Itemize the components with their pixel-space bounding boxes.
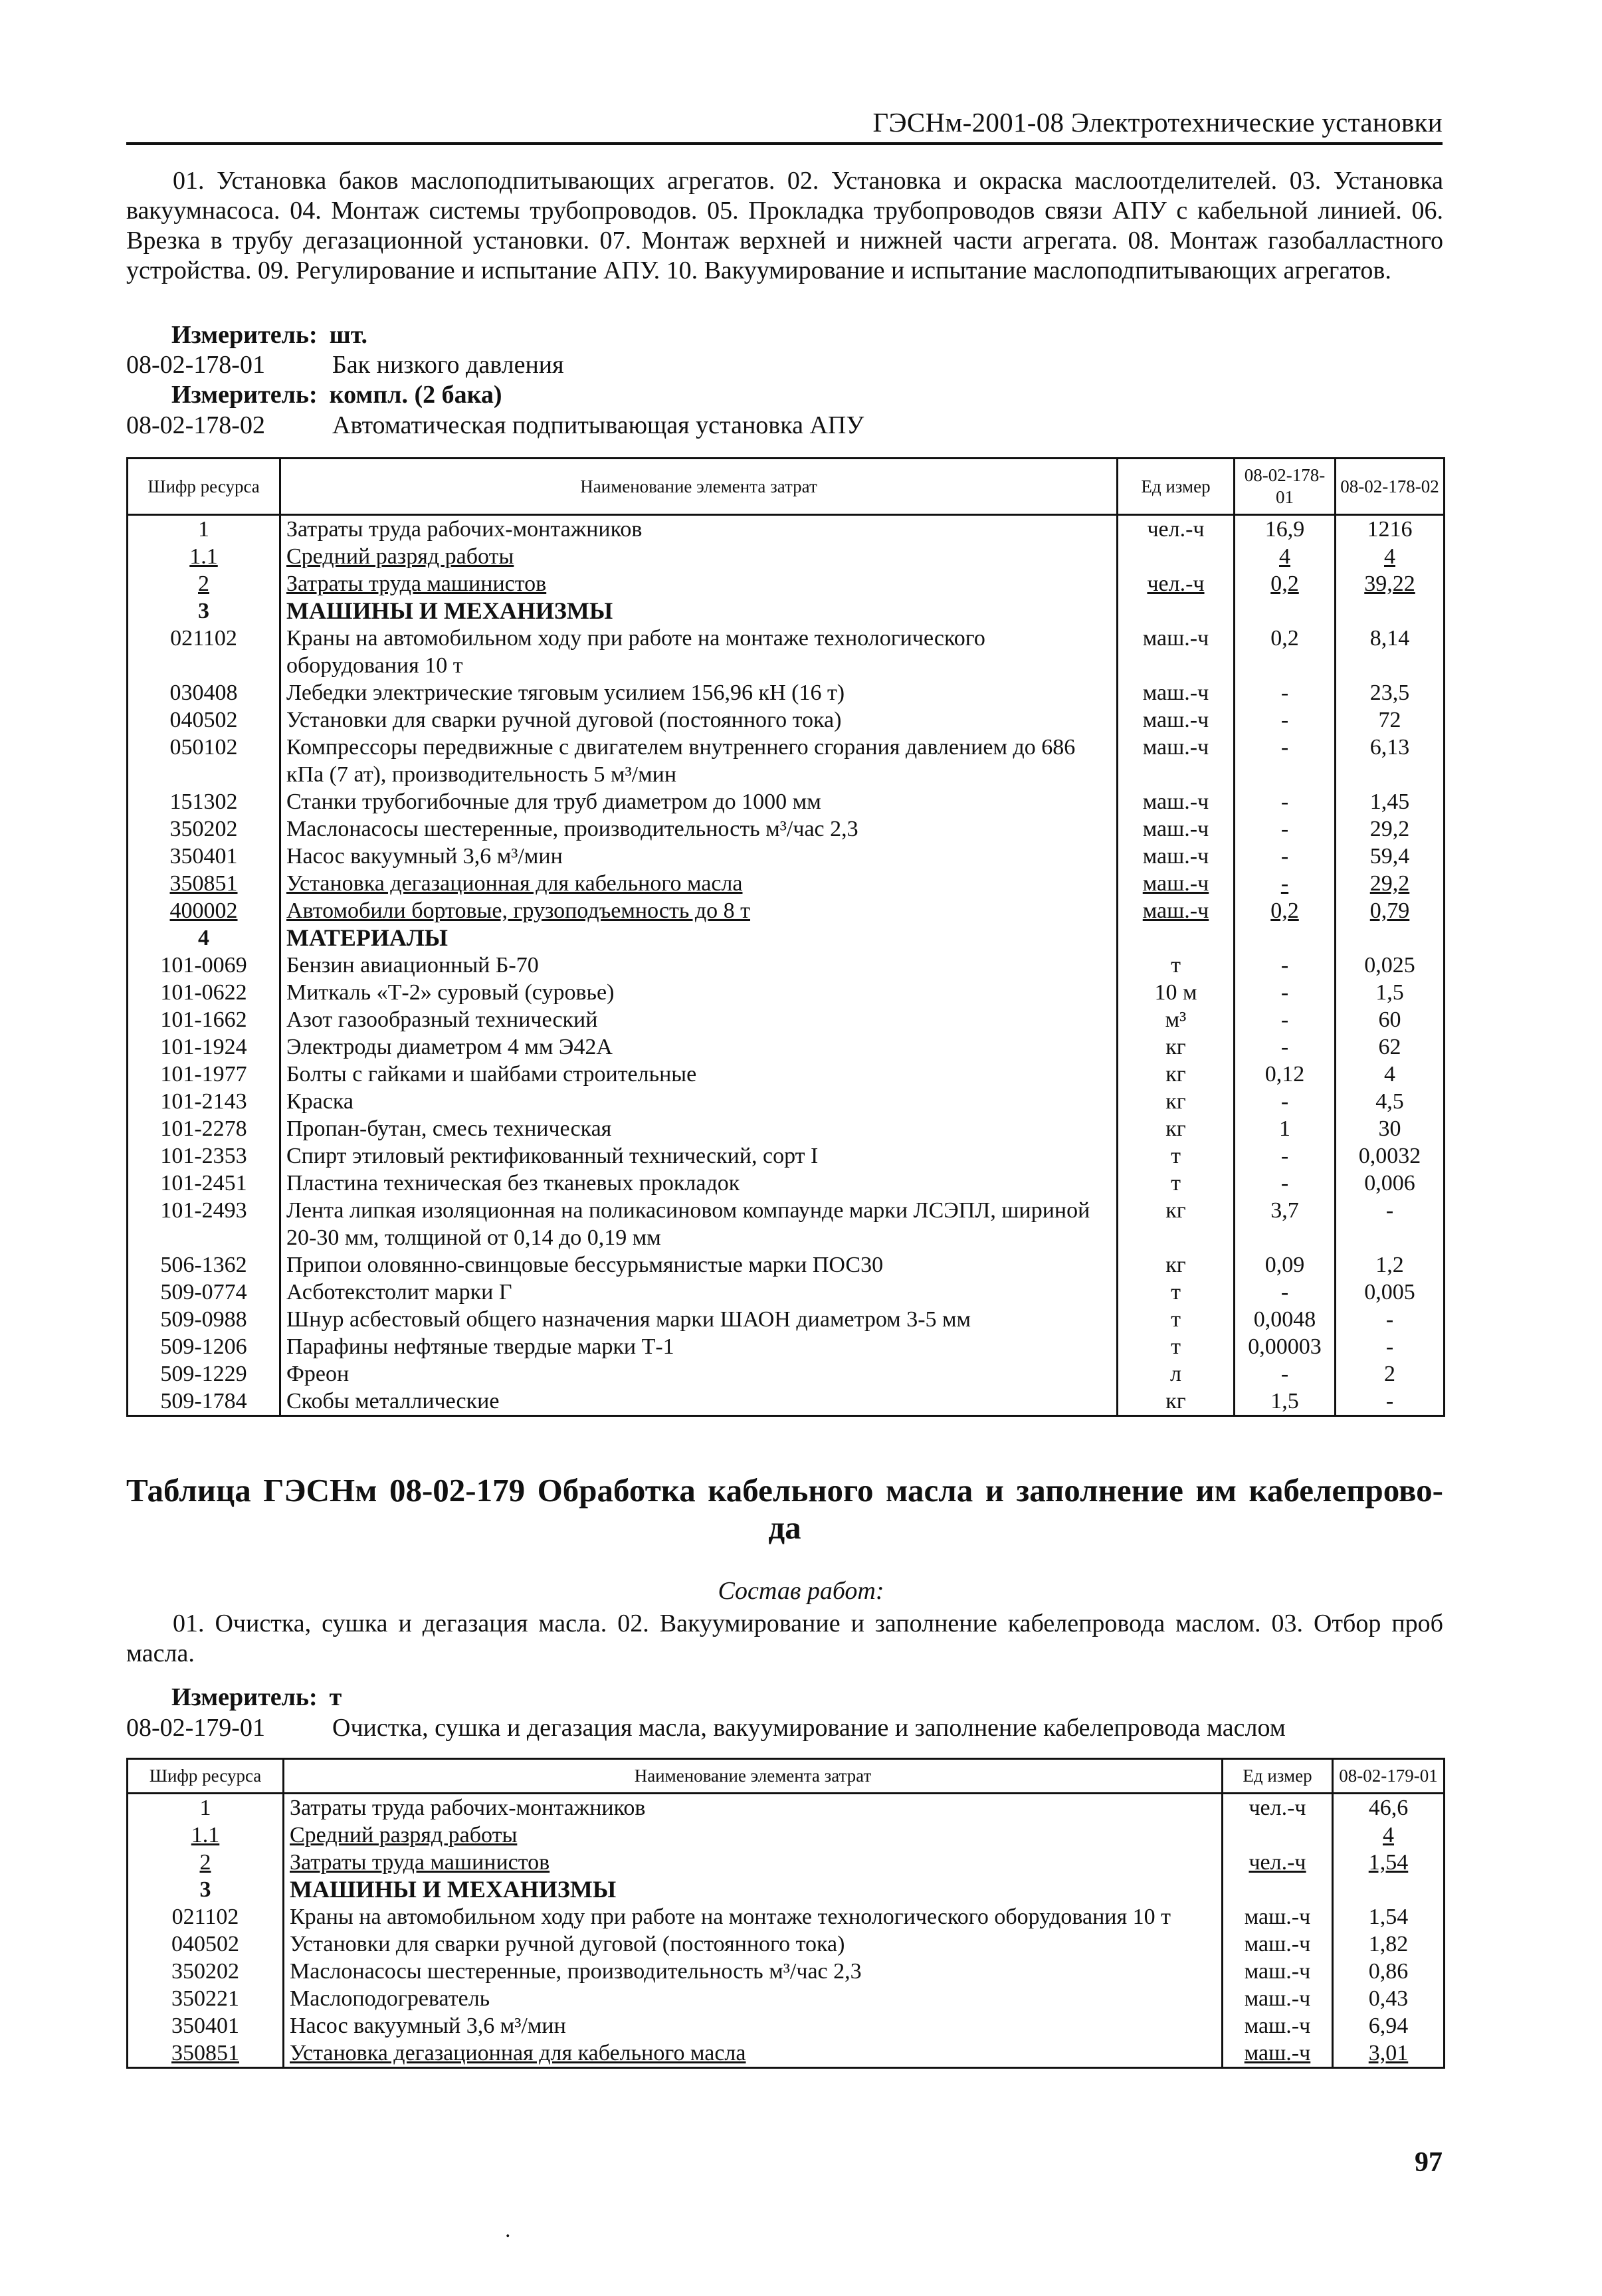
norm-code: 08-02-178-01 <box>126 351 265 379</box>
composition-label: Состав работ: <box>718 1577 884 1605</box>
resource-code: 2 <box>128 570 280 597</box>
resource-unit: 10 м <box>1118 979 1235 1006</box>
resource-code: 350851 <box>128 870 280 897</box>
table-row <box>128 1033 1445 1061</box>
measure-label: Измеритель: <box>171 381 318 409</box>
table-row <box>128 515 1445 544</box>
resource-name: Средний разряд работы <box>280 543 1118 570</box>
resource-code: 350851 <box>128 2039 284 2068</box>
resource-value-1: 6,94 <box>1333 2012 1445 2039</box>
measure-unit: шт. <box>329 321 368 349</box>
resource-unit: маш.-ч <box>1223 1903 1333 1931</box>
resource-name: Краны на автомобильном ходу при работе на монтаже технологического оборудования 10 т <box>284 1903 1223 1931</box>
resource-name: Скобы металлические <box>280 1388 1118 1416</box>
table-row <box>128 570 1445 597</box>
resource-value-2: 0,0032 <box>1336 1142 1445 1170</box>
resource-value-1: 0,2 <box>1235 625 1336 679</box>
resource-code: 021102 <box>128 1903 284 1931</box>
resource-value-1: 1,54 <box>1333 1849 1445 1876</box>
running-header: ГЭСНм-2001-08 Электротехнические установки <box>872 107 1443 138</box>
resource-value-1: - <box>1235 1142 1336 1170</box>
resource-code: 1 <box>128 1794 284 1822</box>
resource-unit: маш.-ч <box>1118 706 1235 734</box>
measure-unit: т <box>329 1683 342 1711</box>
resource-name: Маслонасосы шестеренные, производительность м³/час 2,3 <box>284 1958 1223 1985</box>
norm-code: 08-02-178-02 <box>126 411 265 439</box>
resource-value-2: 2 <box>1336 1360 1445 1388</box>
stray-mark: . <box>505 2218 511 2242</box>
table-row <box>128 1903 1445 1931</box>
table-row <box>128 843 1445 870</box>
table-row <box>128 734 1445 788</box>
resource-unit: чел.-ч <box>1223 1849 1333 1876</box>
resource-value-1: - <box>1235 1033 1336 1061</box>
resource-value-2: 29,2 <box>1336 815 1445 843</box>
header-name: Наименование элемента затрат <box>280 459 1118 515</box>
resource-name: МАТЕРИАЛЫ <box>280 924 1118 952</box>
resource-name: МАШИНЫ И МЕХАНИЗМЫ <box>284 1876 1223 1903</box>
resource-unit: маш.-ч <box>1118 788 1235 815</box>
resource-code: 040502 <box>128 706 280 734</box>
resource-code: 400002 <box>128 897 280 924</box>
resource-value-1: - <box>1235 706 1336 734</box>
measure-line-1 <box>171 320 367 350</box>
resource-value-1: - <box>1235 788 1336 815</box>
resource-value-2: 0,006 <box>1336 1170 1445 1197</box>
table-row <box>128 1360 1445 1388</box>
header-unit: Ед измер <box>1118 459 1235 515</box>
resource-name: Затраты труда рабочих-монтажников <box>280 515 1118 544</box>
resource-value-1: - <box>1235 952 1336 979</box>
resource-value-2: 0,79 <box>1336 897 1445 924</box>
resource-code: 350401 <box>128 843 280 870</box>
resource-unit: маш.-ч <box>1118 734 1235 788</box>
resource-code: 350202 <box>128 1958 284 1985</box>
resource-value-1: 4 <box>1235 543 1336 570</box>
resource-name: Средний разряд работы <box>284 1822 1223 1849</box>
resource-code: 4 <box>128 924 280 952</box>
resource-unit <box>1118 597 1235 625</box>
resource-unit: маш.-ч <box>1223 2012 1333 2039</box>
code-line-2 <box>126 411 864 440</box>
resource-value-2: 59,4 <box>1336 843 1445 870</box>
resource-name: Пластина техническая без тканевых прокладок <box>280 1170 1118 1197</box>
header-name: Наименование элемента затрат <box>284 1759 1223 1794</box>
resource-unit: т <box>1118 1142 1235 1170</box>
resource-value-2: - <box>1336 1333 1445 1360</box>
resource-name: Фреон <box>280 1360 1118 1388</box>
resource-value-2: 0,005 <box>1336 1279 1445 1306</box>
resource-name: Станки трубогибочные для труб диаметром до 1000 мм <box>280 788 1118 815</box>
resource-name: Установка дегазационная для кабельного масла <box>284 2039 1223 2068</box>
resource-value-2: 4 <box>1336 1061 1445 1088</box>
resource-name: Компрессоры передвижные с двигателем внутреннего сгорания давлением до 686 кПа (7 ат), производительность 5 м³/мин <box>280 734 1118 788</box>
table-row <box>128 979 1445 1006</box>
resource-value-2: 23,5 <box>1336 679 1445 706</box>
resource-unit: кг <box>1118 1388 1235 1416</box>
header-unit: Ед измер <box>1223 1759 1333 1794</box>
table-row <box>128 597 1445 625</box>
resource-value-1: 3,7 <box>1235 1197 1336 1251</box>
resource-value-1: 1,54 <box>1333 1903 1445 1931</box>
resource-name: Установки для сварки ручной дуговой (постоянного тока) <box>284 1931 1223 1958</box>
resource-value-1: 0,09 <box>1235 1251 1336 1279</box>
table-row <box>128 1306 1445 1333</box>
table-row <box>128 2012 1445 2039</box>
resource-value-1: 0,12 <box>1235 1061 1336 1088</box>
resource-value-1: - <box>1235 979 1336 1006</box>
table-row <box>128 625 1445 679</box>
resource-value-2: 1,2 <box>1336 1251 1445 1279</box>
resource-unit: маш.-ч <box>1118 815 1235 843</box>
resource-name: Пропан-бутан, смесь техническая <box>280 1115 1118 1142</box>
resource-name: Припои оловянно-свинцовые бессурьмянистые марки ПОС30 <box>280 1251 1118 1279</box>
resource-unit: кг <box>1118 1061 1235 1088</box>
resource-value-2: 1,5 <box>1336 979 1445 1006</box>
resource-name: Лебедки электрические тяговым усилием 156,96 кН (16 т) <box>280 679 1118 706</box>
table-row <box>128 1958 1445 1985</box>
resource-value-1: 0,0048 <box>1235 1306 1336 1333</box>
resource-value-1: 0,2 <box>1235 897 1336 924</box>
resource-unit: маш.-ч <box>1118 897 1235 924</box>
resource-code: 101-2493 <box>128 1197 280 1251</box>
resource-value-1: 0,43 <box>1333 1985 1445 2012</box>
measure-label: Измеритель: <box>171 321 318 349</box>
table-row <box>128 1088 1445 1115</box>
resource-code: 509-0988 <box>128 1306 280 1333</box>
resource-unit: т <box>1118 1306 1235 1333</box>
table-row <box>128 1006 1445 1033</box>
code-line-3 <box>126 1713 1286 1742</box>
resource-code: 2 <box>128 1849 284 1876</box>
resource-unit: т <box>1118 1170 1235 1197</box>
table-row <box>128 1061 1445 1088</box>
resource-name: Бензин авиационный Б-70 <box>280 952 1118 979</box>
header-rule <box>126 142 1443 145</box>
resource-code: 050102 <box>128 734 280 788</box>
resource-value-2: 62 <box>1336 1033 1445 1061</box>
resource-code: 509-1206 <box>128 1333 280 1360</box>
resource-value-2: 1,45 <box>1336 788 1445 815</box>
resource-code: 101-1662 <box>128 1006 280 1033</box>
resource-name: Миткаль «Т-2» суровый (суровье) <box>280 979 1118 1006</box>
resource-code: 350202 <box>128 815 280 843</box>
table-row <box>128 1388 1445 1416</box>
resource-value-2: 39,22 <box>1336 570 1445 597</box>
resource-name: Спирт этиловый ректификованный технический, сорт I <box>280 1142 1118 1170</box>
resource-value-2 <box>1336 924 1445 952</box>
table-row <box>128 1822 1445 1849</box>
resource-unit: кг <box>1118 1033 1235 1061</box>
table-row <box>128 870 1445 897</box>
resource-value-2 <box>1336 597 1445 625</box>
table-row <box>128 1197 1445 1251</box>
resource-unit: т <box>1118 1279 1235 1306</box>
resource-code: 040502 <box>128 1931 284 1958</box>
resource-value-1: 0,86 <box>1333 1958 1445 1985</box>
resource-name: Асботекстолит марки Г <box>280 1279 1118 1306</box>
table-title-line2: да <box>768 1509 801 1546</box>
resource-unit: кг <box>1118 1251 1235 1279</box>
norm-name: Бак низкого давления <box>332 351 564 379</box>
header-col1: 08-02-179-01 <box>1333 1759 1445 1794</box>
resource-value-2: 72 <box>1336 706 1445 734</box>
resource-unit <box>1118 924 1235 952</box>
resource-unit: чел.-ч <box>1118 570 1235 597</box>
table-title-179 <box>126 1472 1443 1546</box>
resource-unit: маш.-ч <box>1223 1931 1333 1958</box>
resource-code: 101-1977 <box>128 1061 280 1088</box>
table-row <box>128 815 1445 843</box>
header-code: Шифр ресурса <box>128 1759 284 1794</box>
table-row <box>128 1170 1445 1197</box>
resource-name: Установки для сварки ручной дуговой (постоянного тока) <box>280 706 1118 734</box>
resource-name: Затраты труда машинистов <box>284 1849 1223 1876</box>
resource-code: 101-2451 <box>128 1170 280 1197</box>
resource-value-1: 3,01 <box>1333 2039 1445 2068</box>
resource-name: Краны на автомобильном ходу при работе на монтаже технологического оборудования 10 т <box>280 625 1118 679</box>
table-title-line1: Таблица ГЭСНм 08-02-179 Обработка кабельного масла и заполнение им кабелепрово- <box>126 1472 1443 1509</box>
table-row <box>128 1115 1445 1142</box>
resource-name: Автомобили бортовые, грузоподъемность до 8 т <box>280 897 1118 924</box>
resource-value-2: 6,13 <box>1336 734 1445 788</box>
resource-code: 1.1 <box>128 543 280 570</box>
resource-unit <box>1118 543 1235 570</box>
table-row <box>128 1849 1445 1876</box>
header-col1: 08-02-178-01 <box>1235 459 1336 515</box>
resource-unit: м³ <box>1118 1006 1235 1033</box>
resource-name: Азот газообразный технический <box>280 1006 1118 1033</box>
resource-code: 350221 <box>128 1985 284 2012</box>
table-row <box>128 924 1445 952</box>
resource-name: Шнур асбестовый общего назначения марки ШАОН диаметром 3-5 мм <box>280 1306 1118 1333</box>
table-row <box>128 1794 1445 1822</box>
norm-name: Автоматическая подпитывающая установка АПУ <box>332 411 864 439</box>
resource-name: Парафины нефтяные твердые марки Т-1 <box>280 1333 1118 1360</box>
table-row <box>128 1251 1445 1279</box>
resource-value-1: 4 <box>1333 1822 1445 1849</box>
resource-code: 030408 <box>128 679 280 706</box>
resource-code: 101-2143 <box>128 1088 280 1115</box>
resource-code: 506-1362 <box>128 1251 280 1279</box>
resource-value-1: - <box>1235 1279 1336 1306</box>
measure-label: Измеритель: <box>171 1683 318 1711</box>
resource-name: Установка дегазационная для кабельного масла <box>280 870 1118 897</box>
resource-value-1 <box>1235 924 1336 952</box>
table-row <box>128 2039 1445 2068</box>
resource-table-179 <box>126 1758 1445 2069</box>
resource-value-2: - <box>1336 1306 1445 1333</box>
resource-unit: маш.-ч <box>1223 1985 1333 2012</box>
resource-name: Маслонасосы шестеренные, производительность м³/час 2,3 <box>280 815 1118 843</box>
table-row <box>128 897 1445 924</box>
table-row <box>128 788 1445 815</box>
resource-value-1 <box>1333 1876 1445 1903</box>
resource-value-1: - <box>1235 734 1336 788</box>
resource-code: 350401 <box>128 2012 284 2039</box>
table-row <box>128 1876 1445 1903</box>
resource-name: Затраты труда машинистов <box>280 570 1118 597</box>
resource-unit: чел.-ч <box>1118 515 1235 544</box>
resource-value-1: 1,5 <box>1235 1388 1336 1416</box>
resource-value-1: - <box>1235 1360 1336 1388</box>
resource-name: Электроды диаметром 4 мм Э42А <box>280 1033 1118 1061</box>
measure-line-3 <box>171 1683 342 1712</box>
resource-unit: маш.-ч <box>1223 2039 1333 2068</box>
norm-name: Очистка, сушка и дегазация масла, вакуумирование и заполнение кабелепровода маслом <box>332 1714 1286 1742</box>
resource-name: Насос вакуумный 3,6 м³/мин <box>280 843 1118 870</box>
resource-code: 1.1 <box>128 1822 284 1849</box>
resource-code: 151302 <box>128 788 280 815</box>
resource-value-1: 1 <box>1235 1115 1336 1142</box>
work-list-178: 01. Установка баков маслоподпитывающих агрегатов. 02. Установка и окраска маслоотделителей. 03. Установка вакуумнасоса. 04. Монтаж системы трубопроводов. 05. Прокладка трубопроводов связи АПУ с кабельной линией. 06. Врезка в трубу дегазационной установки. 07. Монтаж верхней и нижней части агрегата. 08. Монтаж газобалластного устройства. 09. Регулирование и испытание АПУ. 10. Вакуумирование и испытание маслоподпитывающих агрегатов. <box>126 167 1443 284</box>
resource-unit: маш.-ч <box>1223 1958 1333 1985</box>
resource-value-2: 4,5 <box>1336 1088 1445 1115</box>
page-number: 97 <box>1415 2147 1443 2178</box>
resource-table-178 <box>126 457 1445 1417</box>
resource-code: 021102 <box>128 625 280 679</box>
resource-value-1: - <box>1235 843 1336 870</box>
table-row <box>128 1985 1445 2012</box>
header-code: Шифр ресурса <box>128 459 280 515</box>
resource-unit: маш.-ч <box>1118 625 1235 679</box>
resource-value-2: 1216 <box>1336 515 1445 544</box>
resource-unit <box>1223 1822 1333 1849</box>
resource-code: 509-1784 <box>128 1388 280 1416</box>
resource-value-2: 0,025 <box>1336 952 1445 979</box>
resource-name: Маслоподогреватель <box>284 1985 1223 2012</box>
measure-unit: компл. (2 бака) <box>329 381 502 409</box>
resource-name: Насос вакуумный 3,6 м³/мин <box>284 2012 1223 2039</box>
resource-code: 101-2353 <box>128 1142 280 1170</box>
resource-code: 101-2278 <box>128 1115 280 1142</box>
resource-code: 509-1229 <box>128 1360 280 1388</box>
resource-unit: маш.-ч <box>1118 843 1235 870</box>
resource-code: 3 <box>128 597 280 625</box>
resource-value-1: 46,6 <box>1333 1794 1445 1822</box>
resource-value-2: 60 <box>1336 1006 1445 1033</box>
resource-code: 1 <box>128 515 280 544</box>
resource-value-2: - <box>1336 1388 1445 1416</box>
work-list-179: 01. Очистка, сушка и дегазация масла. 02. Вакуумирование и заполнение кабелепровода маслом. 03. Отбор проб масла. <box>126 1610 1443 1667</box>
resource-unit: кг <box>1118 1088 1235 1115</box>
resource-name: Затраты труда рабочих-монтажников <box>284 1794 1223 1822</box>
resource-unit: т <box>1118 1333 1235 1360</box>
resource-value-2: 29,2 <box>1336 870 1445 897</box>
resource-code: 3 <box>128 1876 284 1903</box>
resource-value-2: 8,14 <box>1336 625 1445 679</box>
resource-unit: маш.-ч <box>1118 870 1235 897</box>
resource-value-1: 16,9 <box>1235 515 1336 544</box>
resource-code: 101-0622 <box>128 979 280 1006</box>
resource-value-1: 0,00003 <box>1235 1333 1336 1360</box>
table-row <box>128 679 1445 706</box>
resource-value-1: 1,82 <box>1333 1931 1445 1958</box>
measure-line-2 <box>171 380 502 409</box>
resource-value-2: 30 <box>1336 1115 1445 1142</box>
resource-code: 509-0774 <box>128 1279 280 1306</box>
resource-unit <box>1223 1876 1333 1903</box>
resource-code: 101-0069 <box>128 952 280 979</box>
resource-unit: т <box>1118 952 1235 979</box>
resource-name: Лента липкая изоляционная на поликасиновом компаунде марки ЛСЭПЛ, шириной 20-30 мм, толщиной от 0,14 до 0,19 мм <box>280 1197 1118 1251</box>
resource-unit: маш.-ч <box>1118 679 1235 706</box>
resource-unit: л <box>1118 1360 1235 1388</box>
resource-value-1: - <box>1235 870 1336 897</box>
resource-value-1: 0,2 <box>1235 570 1336 597</box>
header-col2: 08-02-178-02 <box>1336 459 1445 515</box>
code-line-1 <box>126 350 564 379</box>
table-row <box>128 1931 1445 1958</box>
resource-value-1: - <box>1235 1006 1336 1033</box>
resource-unit: кг <box>1118 1115 1235 1142</box>
resource-name: Болты с гайками и шайбами строительные <box>280 1061 1118 1088</box>
resource-value-1: - <box>1235 1088 1336 1115</box>
table-row <box>128 706 1445 734</box>
resource-value-2: 4 <box>1336 543 1445 570</box>
table-row <box>128 1142 1445 1170</box>
norm-code: 08-02-179-01 <box>126 1714 265 1742</box>
resource-value-1: - <box>1235 815 1336 843</box>
resource-code: 101-1924 <box>128 1033 280 1061</box>
resource-value-2: - <box>1336 1197 1445 1251</box>
resource-value-1: - <box>1235 679 1336 706</box>
table-row <box>128 1279 1445 1306</box>
resource-unit: кг <box>1118 1197 1235 1251</box>
resource-value-1 <box>1235 597 1336 625</box>
table-row <box>128 1333 1445 1360</box>
resource-name: Краска <box>280 1088 1118 1115</box>
resource-unit: чел.-ч <box>1223 1794 1333 1822</box>
table-row <box>128 952 1445 979</box>
resource-value-1: - <box>1235 1170 1336 1197</box>
table-row <box>128 543 1445 570</box>
resource-name: МАШИНЫ И МЕХАНИЗМЫ <box>280 597 1118 625</box>
